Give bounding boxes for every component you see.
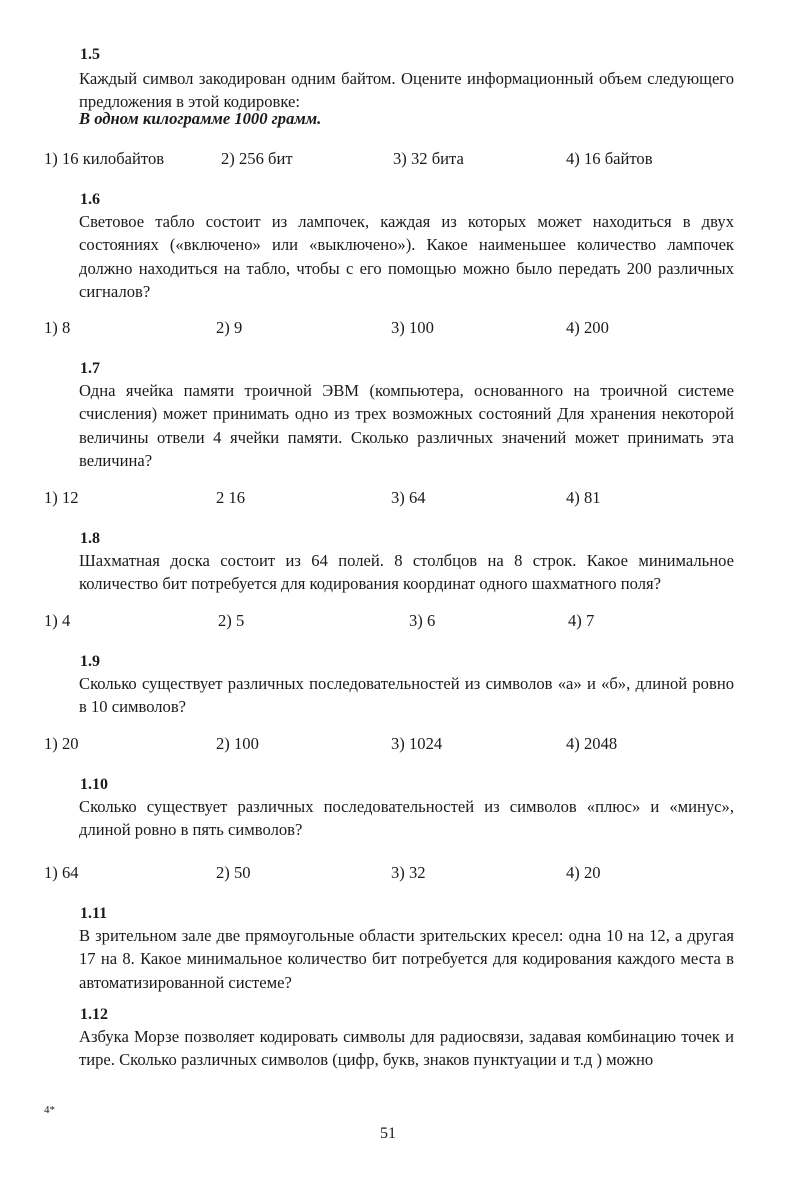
- problem-number: 1.10: [80, 776, 108, 793]
- problem-number: 1.6: [80, 191, 100, 208]
- problem-number: 1.12: [80, 1006, 108, 1023]
- problem-number: 1.7: [80, 360, 100, 377]
- answer-option: 1) 12: [44, 488, 79, 507]
- answer-option: 1) 8: [44, 318, 71, 337]
- answer-option: 3) 64: [391, 488, 426, 507]
- problem-text: В зрительном зале две прямоугольные области зрительских кресел: одна 10 на 12, а другая 17 на 8. Какое минимальное количество бит потребуется для кодирования каждого места в автоматизированной системе?: [79, 926, 734, 992]
- answer-option: 2) 9: [216, 318, 243, 337]
- answer-option: 2) 256 бит: [221, 149, 293, 168]
- problem-number: 1.9: [80, 653, 100, 670]
- answer-option: 1) 16 килобайтов: [44, 149, 165, 168]
- problem-text: Шахматная доска состоит из 64 полей. 8 столбцов на 8 строк. Какое минимальное количество бит потребуется для кодирования координат одного шахматного поля?: [79, 551, 734, 594]
- answer-option: 2) 100: [216, 734, 259, 753]
- problem-number: 1.5: [80, 46, 100, 63]
- answer-option: 4) 2048: [566, 734, 618, 753]
- answer-option: 3) 100: [391, 318, 434, 337]
- page-number: 51: [380, 1125, 396, 1142]
- answer-option: 1) 20: [44, 734, 79, 753]
- problem-text: Азбука Морзе позволяет кодировать символы для радиосвязи, задавая комбинацию точек и тире. Сколько различных символов (цифр, букв, знаков пунктуации и т.д ) можно: [79, 1027, 734, 1070]
- problem-text: Сколько существует различных последовательностей из символов «плюс» и «минус», длиной ровно в пять символов?: [79, 797, 734, 840]
- answer-option: 4) 7: [568, 611, 595, 630]
- answer-option: 1) 4: [44, 611, 71, 630]
- problem-number: 1.11: [80, 905, 108, 922]
- answer-option: 1) 64: [44, 863, 79, 882]
- answer-option: 3) 1024: [391, 734, 443, 753]
- answer-option: 3) 6: [409, 611, 436, 630]
- problem-emphasis: В одном килограмме 1000 грамм.: [79, 109, 322, 128]
- problem-text: Сколько существует различных последовательностей из символов «а» и «б», длиной ровно в 10 символов?: [79, 674, 734, 717]
- answer-option: 2) 50: [216, 863, 251, 882]
- answer-option: 4) 200: [566, 318, 609, 337]
- problem-text: Каждый символ закодирован одним байтом. Оцените информационный объем следующего предложения в этой кодировке:: [79, 69, 734, 112]
- problem-text: Световое табло состоит из лампочек, каждая из которых может находиться в двух состояниях («включено» или «выключено»). Какое наименьшее количество лампочек должно находиться на табло, чтобы с его помощью можно было передать 200 различных сигналов?: [79, 212, 734, 301]
- answer-option: 4) 16 байтов: [566, 149, 653, 168]
- answer-option: 2 16: [216, 488, 246, 507]
- answer-option: 4) 20: [566, 863, 601, 882]
- answer-option: 2) 5: [218, 611, 245, 630]
- problem-number: 1.8: [80, 530, 100, 547]
- answer-option: 3) 32: [391, 863, 426, 882]
- answer-option: 3) 32 бита: [393, 149, 464, 168]
- answer-option: 4) 81: [566, 488, 601, 507]
- corner-mark: 4*: [44, 1104, 55, 1116]
- problem-text: Одна ячейка памяти троичной ЭВМ (компьютера, основанного на троичной системе счисления) может принимать одно из трех возможных состояний Для хранения некоторой величины отвели 4 ячейки памяти. Сколько различных значений может принимать эта величина?: [79, 381, 734, 470]
